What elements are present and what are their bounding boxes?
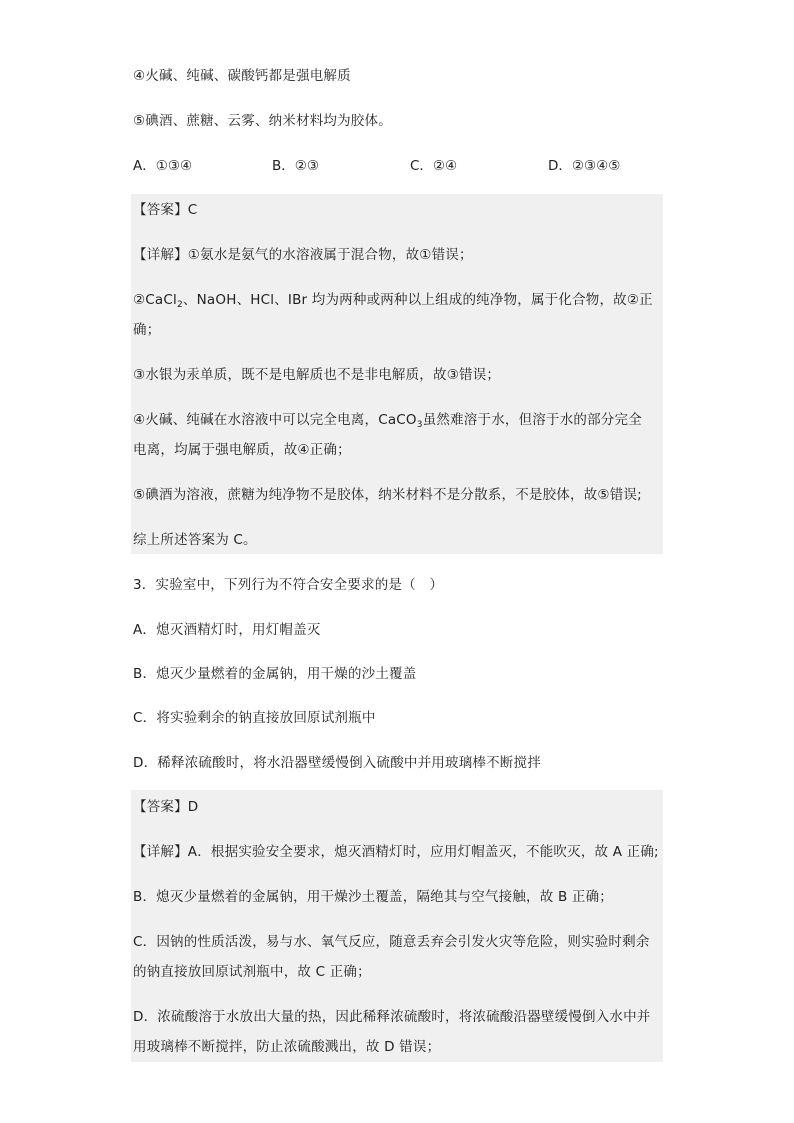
q2-detail-line	[133, 290, 653, 310]
q2-option-c: C．②④	[410, 158, 458, 174]
q2-answer: 【答案】C	[133, 202, 198, 218]
q2-detail-line: ⑤碘酒为溶液，蔗糖为纯净物不是胶体，纳米材料不是分散系，不是胶体，故⑤错误;	[133, 487, 642, 503]
q3-detail-line: D．浓硫酸溶于水放出大量的热，因此稀释浓硫酸时，将浓硫酸沿器壁缓慢倒入水中并	[133, 1009, 651, 1025]
q3-detail-line: B．熄灭少量燃着的金属钠，用干燥沙土覆盖，隔绝其与空气接触，故 B 正确；	[133, 889, 614, 905]
q3-option-b: B．熄灭少量燃着的金属钠，用干燥的沙土覆盖	[133, 666, 417, 682]
q3-option-d: D．稀释浓硫酸时，将水沿器壁缓慢倒入硫酸中并用玻璃棒不断搅拌	[133, 755, 541, 771]
q2-detail-line: 电离，均属于强电解质，故④正确；	[133, 442, 351, 458]
q2-detail-subscript: 2	[176, 300, 183, 310]
q3-detail-line: C．因钠的性质活泼，易与水、氧气反应，随意丢弃会引发火灾等危险，则实验时剩余	[133, 934, 650, 950]
q2-detail-text: 、NaOH、HCl、IBr 均为两种或两种以上组成的纯净物，属于化合物，故②正	[182, 292, 653, 308]
q2-detail-subscript: 3	[416, 420, 423, 430]
q3-answer: 【答案】D	[133, 799, 199, 815]
q3-detail-line: 的钠直接放回原试剂瓶中，故 C 正确；	[133, 964, 371, 980]
q2-option-b: B．②③	[272, 158, 319, 174]
q2-detail-line: 综上所述答案为 C。	[133, 532, 257, 548]
q3-stem: 3．实验室中，下列行为不符合安全要求的是（ ）	[133, 577, 444, 593]
q2-detail-text: ④火碱、纯碱在水溶液中可以完全电离，CaCO	[133, 412, 417, 428]
q3-option-a: A．熄灭酒精灯时，用灯帽盖灭	[133, 622, 321, 638]
q2-detail-text: ②CaCl	[133, 292, 177, 308]
q3-option-c: C．将实验剩余的钠直接放回原试剂瓶中	[133, 710, 376, 726]
q2-detail-line: 确；	[133, 322, 161, 338]
q3-detail-line: 用玻璃棒不断搅拌，防止浓硫酸溅出，故 D 错误；	[133, 1039, 441, 1055]
q2-option-d: D．②③④⑤	[548, 158, 621, 174]
q2-option-a: A．①③④	[133, 158, 193, 174]
q2-detail-text: 虽然难溶于水，但溶于水的部分完全	[422, 412, 642, 428]
q3-detail-line: 【详解】A．根据实验安全要求，熄灭酒精灯时，应用灯帽盖灭，不能吹灭，故 A 正确;	[133, 844, 659, 860]
q2-detail-line: 【详解】①氨水是氨气的水溶液属于混合物，故①错误；	[133, 247, 473, 263]
q2-detail-line	[133, 410, 653, 430]
q2-item-5: ⑤碘酒、蔗糖、云雾、纳米材料均为胶体。	[133, 113, 392, 129]
q2-item-4: ④火碱、纯碱、碳酸钙都是强电解质	[133, 68, 351, 84]
q2-detail-line: ③水银为汞单质，既不是电解质也不是非电解质，故③错误；	[133, 367, 501, 383]
